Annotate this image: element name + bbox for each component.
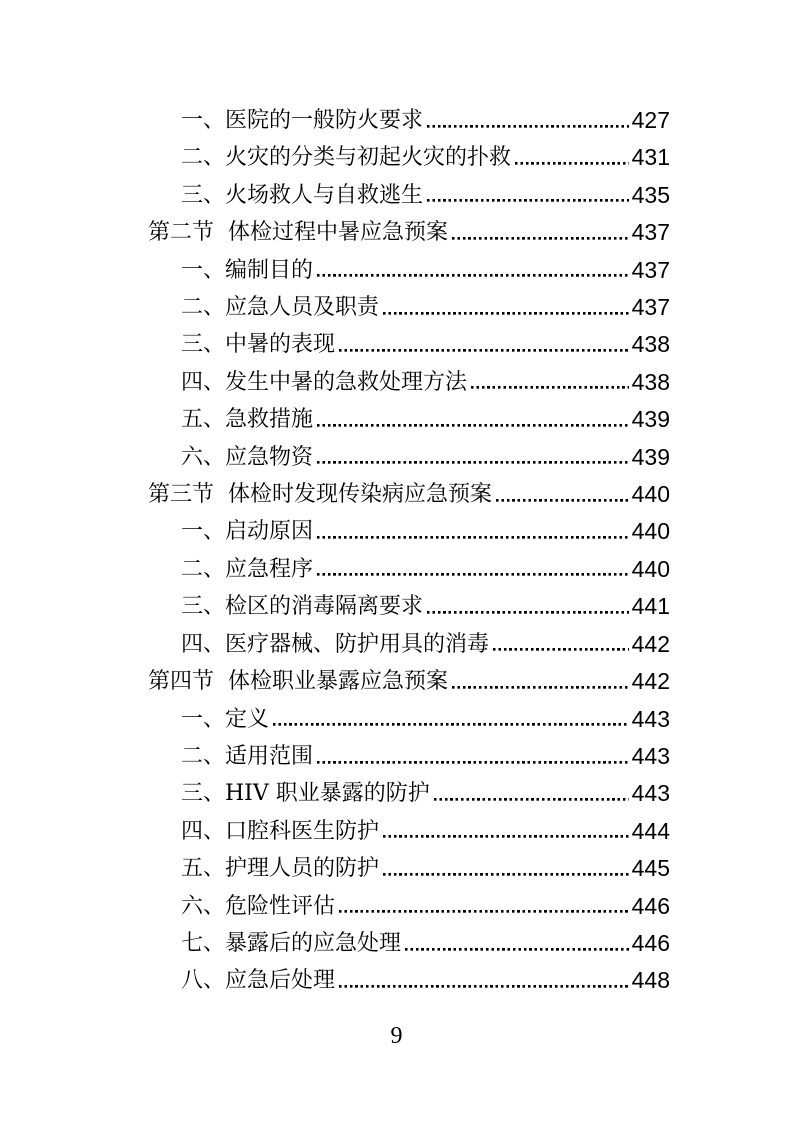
toc-entry[interactable]: [148, 326, 670, 363]
toc-entry-page: 443: [631, 705, 670, 732]
toc-entry-page: 445: [631, 855, 670, 882]
toc-entry[interactable]: [148, 663, 670, 700]
toc-entry-label: 三、火场救人与自救逃生: [181, 182, 424, 208]
toc-entry-page: 437: [631, 256, 670, 283]
toc-entry-label: 三、检区的消毒隔离要求: [181, 594, 424, 620]
dot-leader: [317, 738, 629, 775]
table-of-contents: [148, 102, 670, 1000]
toc-entry-label: 二、应急程序: [181, 556, 314, 582]
dot-leader: [317, 551, 629, 588]
toc-entry-page: 442: [631, 668, 670, 695]
toc-entry[interactable]: [148, 513, 670, 550]
toc-entry[interactable]: [148, 177, 670, 214]
toc-entry-label: 七、暴露后的应急处理: [181, 930, 402, 956]
dot-leader: [493, 626, 629, 663]
toc-entry-page: 442: [631, 630, 670, 657]
toc-entry-page: 441: [631, 593, 670, 620]
toc-entry-label: 四、发生中暑的急救处理方法: [181, 369, 468, 395]
toc-entry-label: 第二节 体检过程中暑应急预案: [148, 220, 448, 246]
dot-leader: [452, 214, 629, 251]
dot-leader: [496, 476, 629, 513]
toc-entry-label: 五、护理人员的防护: [181, 856, 380, 882]
toc-entry-page: 440: [631, 555, 670, 582]
toc-entry-label: 六、应急物资: [181, 444, 314, 470]
toc-entry-label: 八、应急后处理: [181, 968, 336, 994]
toc-entry-label: 一、编制目的: [181, 257, 314, 283]
dot-leader: [317, 401, 629, 438]
toc-entry-page: 439: [631, 443, 670, 470]
toc-entry[interactable]: [148, 439, 670, 476]
toc-entry-label: 五、急救措施: [181, 407, 314, 433]
toc-entry-page: 444: [631, 817, 670, 844]
toc-entry-page: 431: [631, 144, 670, 171]
dot-leader: [383, 850, 629, 887]
toc-entry[interactable]: [148, 775, 670, 812]
dot-leader: [317, 513, 629, 550]
toc-entry[interactable]: [148, 962, 670, 999]
dot-leader: [317, 439, 629, 476]
toc-entry-label: 第三节 体检时发现传染病应急预案: [148, 482, 492, 508]
toc-entry[interactable]: [148, 738, 670, 775]
toc-entry-page: 437: [631, 294, 670, 321]
toc-entry-label: 四、医疗器械、防护用具的消毒: [181, 631, 490, 657]
toc-entry[interactable]: [148, 626, 670, 663]
dot-leader: [317, 252, 629, 289]
toc-entry[interactable]: [148, 551, 670, 588]
dot-leader: [339, 326, 629, 363]
toc-entry[interactable]: [148, 364, 670, 401]
page-number: 9: [390, 1023, 403, 1049]
toc-entry-page: 446: [631, 929, 670, 956]
dot-leader: [405, 925, 629, 962]
toc-entry[interactable]: [148, 813, 670, 850]
toc-entry-label: 一、启动原因: [181, 519, 314, 545]
toc-entry[interactable]: [148, 588, 670, 625]
toc-entry[interactable]: [148, 214, 670, 251]
toc-entry-page: 427: [631, 107, 670, 133]
toc-entry-label: 一、医院的一般防火要求: [181, 108, 424, 133]
toc-entry-page: 435: [631, 181, 670, 208]
dot-leader: [434, 775, 629, 812]
toc-entry-page: 440: [631, 518, 670, 545]
toc-entry-page: 437: [631, 219, 670, 246]
toc-entry[interactable]: [148, 888, 670, 925]
toc-entry[interactable]: [148, 252, 670, 289]
toc-entry-label: 四、口腔科医生防护: [181, 818, 380, 844]
toc-entry[interactable]: [148, 850, 670, 887]
dot-leader: [427, 102, 629, 139]
toc-entry[interactable]: [148, 139, 670, 176]
toc-entry-page: 448: [631, 967, 670, 994]
dot-leader: [273, 701, 629, 738]
toc-entry-page: 443: [631, 780, 670, 807]
toc-entry-label: 二、适用范围: [181, 743, 314, 769]
toc-entry[interactable]: [148, 925, 670, 962]
dot-leader: [452, 663, 629, 700]
dot-leader: [383, 289, 629, 326]
dot-leader: [427, 588, 629, 625]
toc-entry-page: 446: [631, 892, 670, 919]
toc-entry[interactable]: [148, 701, 670, 738]
toc-entry-label: 六、危险性评估: [181, 893, 336, 919]
toc-entry-page: 440: [631, 481, 670, 508]
toc-entry-label: 第四节 体检职业暴露应急预案: [148, 669, 448, 695]
dot-leader: [515, 139, 629, 176]
toc-entry-page: 443: [631, 742, 670, 769]
dot-leader: [471, 364, 629, 401]
dot-leader: [339, 888, 629, 925]
toc-entry[interactable]: [148, 289, 670, 326]
dot-leader: [427, 177, 629, 214]
toc-entry-page: 439: [631, 406, 670, 433]
toc-entry-label: 三、HIV 职业暴露的防护: [181, 781, 430, 807]
toc-entry[interactable]: [148, 102, 670, 139]
toc-entry-label: 二、火灾的分类与初起火灾的扑救: [181, 145, 512, 171]
toc-entry-label: 一、定义: [181, 706, 270, 732]
toc-entry[interactable]: [148, 476, 670, 513]
toc-entry-page: 438: [631, 331, 670, 358]
toc-entry-label: 三、中暑的表现: [181, 332, 336, 358]
toc-entry-page: 438: [631, 368, 670, 395]
toc-entry-label: 二、应急人员及职责: [181, 295, 380, 321]
toc-entry[interactable]: [148, 401, 670, 438]
dot-leader: [383, 813, 629, 850]
dot-leader: [339, 962, 629, 999]
